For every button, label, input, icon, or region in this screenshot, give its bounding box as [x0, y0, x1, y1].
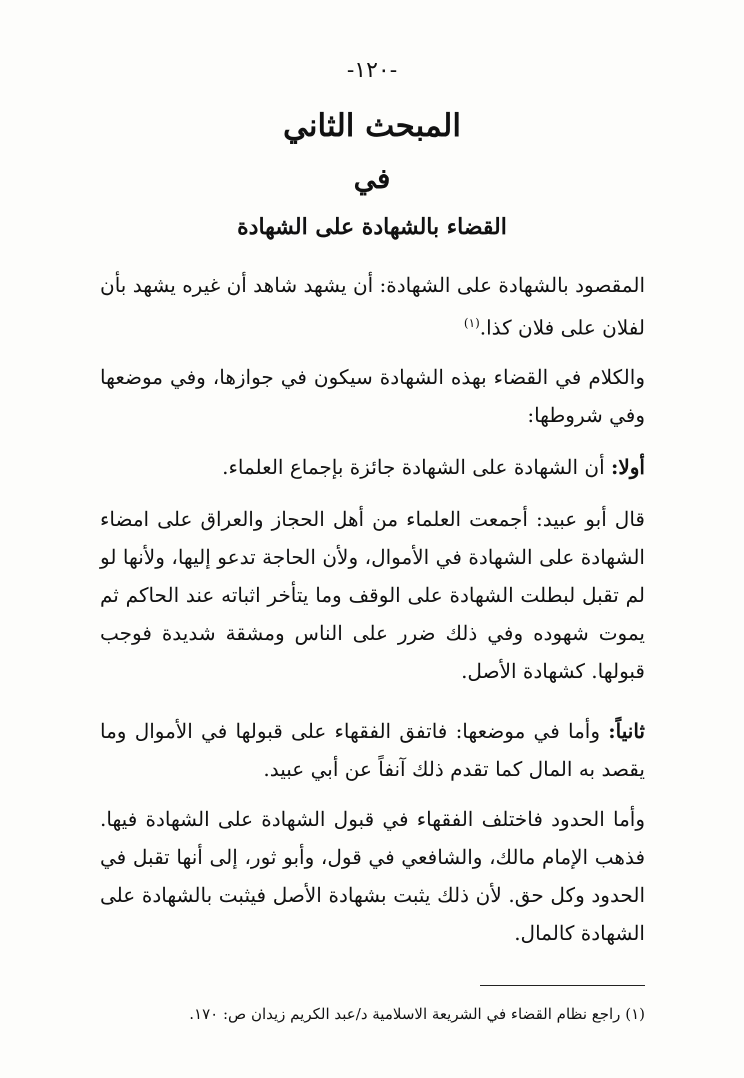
footnote-marker: (١): [625, 1005, 645, 1023]
footnote-divider: [480, 985, 645, 986]
paragraph-scope: والكلام في القضاء بهذه الشهادة سيكون في جوازها، وفي موضعها وفي شروطها:: [100, 365, 645, 427]
page-number: -١٢٠-: [346, 58, 398, 83]
section-subtitle: القضاء بالشهادة على الشهادة: [237, 214, 507, 240]
paragraph-lead: أولا:: [610, 455, 645, 479]
paragraph-hudud: وأما الحدود فاختلف الفقهاء في قبول الشهادة على الشهادة فيها. فذهب الإمام مالك، والشافعي في قول، وأبو ثور، إلى أنها تقبل في الحدود وكل حق. لأن ذلك يثبت بشهادة الأصل فيثبت بالشهادة على الشهادة كالمال.: [100, 807, 645, 945]
paragraph-abu-ubaid: قال أبو عبيد: أجمعت العلماء من أهل الحجاز والعراق على امضاء الشهادة على الشهادة في الأموال، ولأن الحاجة تدعو إليها، ولأنها لو لم تقبل لبطلت الشهادة على الوقف وما يتأخر اثباته عند الحاكم ثم يموت شهوده وفي ذلك ضرر على الناس ومشقة شديدة فوجب قبولها. كشهادة الأصل.: [100, 507, 645, 683]
footnote-ref: (١): [463, 316, 480, 330]
paragraph-definition: [100, 266, 645, 347]
paragraph-second: [100, 712, 645, 788]
footnote-text: راجع نظام القضاء في الشريعة الاسلامية د/عبد الكريم زيدان ص: ١٧٠.: [189, 1005, 621, 1023]
footnote: [100, 1003, 645, 1025]
paragraph-text: وأما في موضعها: فاتفق الفقهاء على قبولها في الأموال وما يقصد به المال كما تقدم ذلك آنفاً عن أبي عبيد.: [100, 719, 645, 781]
paragraph-text: أن الشهادة على الشهادة جائزة بإجماع العلماء.: [222, 455, 605, 479]
section-title: المبحث الثاني: [283, 108, 461, 144]
paragraph-lead: ثانياً:: [608, 719, 645, 743]
section-connector: في: [353, 162, 391, 195]
paragraph-first: [100, 448, 645, 486]
paragraph-text: المقصود بالشهادة على الشهادة: أن يشهد شاهد أن غيره يشهد بأن لفلان على فلان كذا.: [100, 273, 645, 340]
